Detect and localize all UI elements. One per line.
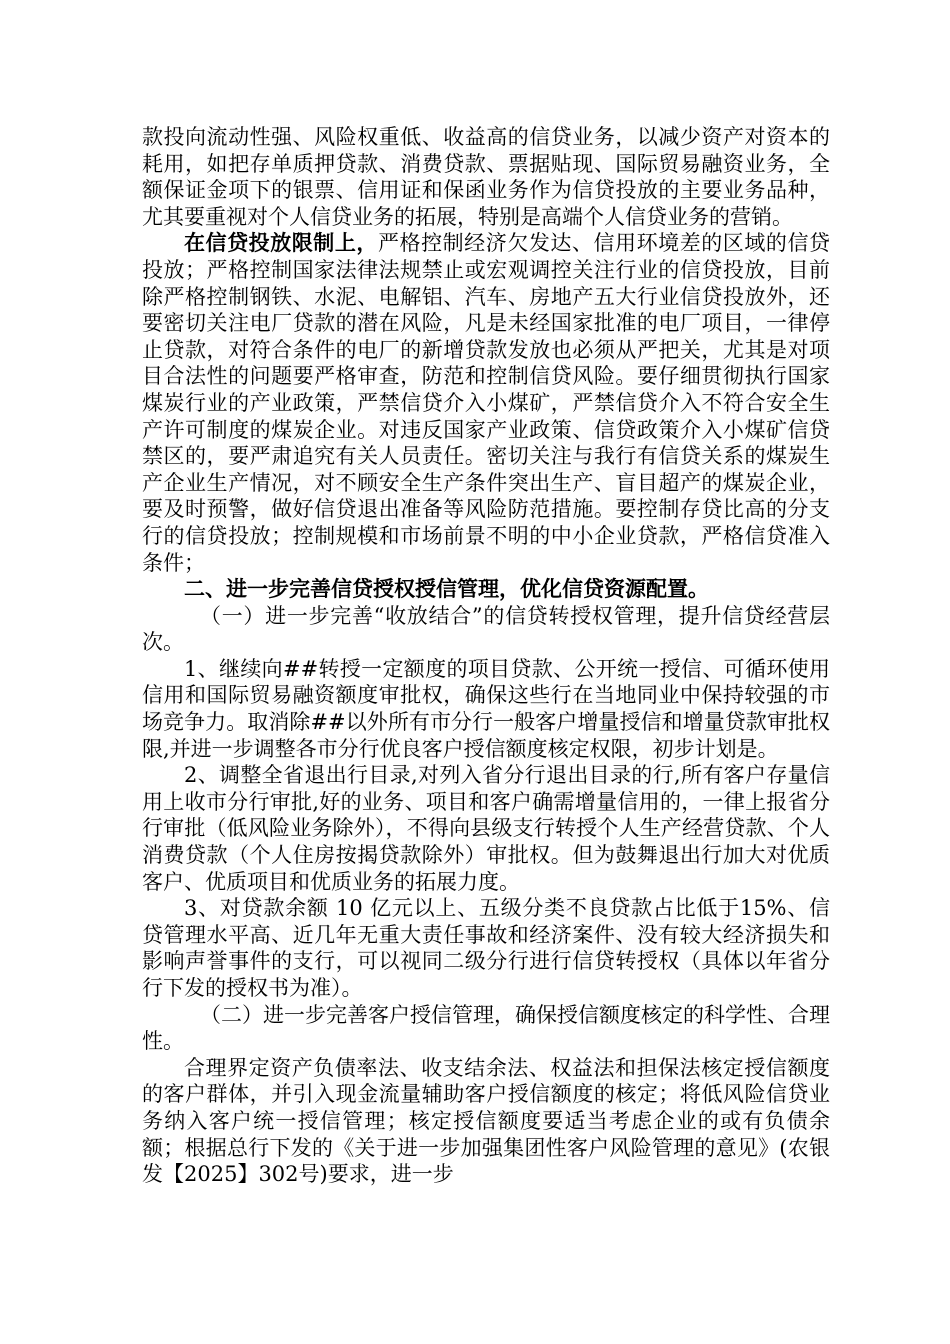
- paragraph-text: 3、对贷款余额 10 亿元以上、五级分类不良贷款占比低于15%、信贷管理水平高、近几年无重大责任事故和经济案件、没有较大经济损失和影响声誉事件的支行，可以视同二级分行进行信贷转授权（具体以年省分行下发的授权书为准）。: [142, 896, 830, 1000]
- paragraph-text: 合理界定资产负债率法、收支结余法、权益法和担保法核定授信额度的客户群体，并引入现金流量辅助客户授信额度的核定；将低风险信贷业务纳入客户统一授信管理；核定授信额度要适当考虑企业的或有负债余额；根据总行下发的《关于进一步加强集团性客户风险管理的意见》(农银发【2025】302号)要求，进一步: [142, 1055, 830, 1187]
- paragraph-lead: 在信贷投放限制上，: [184, 230, 378, 256]
- section-heading: 二、进一步完善信贷授权授信管理，优化信贷资源配置。: [184, 576, 709, 602]
- subsection-heading-1: （一）进一步完善“收放结合”的信贷转授权管理，提升信贷经营层次。: [142, 603, 830, 655]
- paragraph-credit-limit: [142, 1055, 830, 1188]
- paragraph-credit-restriction: [142, 230, 830, 576]
- paragraph-item-2: [142, 762, 830, 895]
- paragraph-text: 1、继续向##转授一定额度的项目贷款、公开统一授信、可循环使用信用和国际贸易融资额度审批权，确保这些行在当地同业中保持较强的市场竞争力。取消除##以外所有市分行一般客户增量授信和增量贷款审批权限,并进一步调整各市分行优良客户授信额度核定权限，初步计划是。: [142, 656, 830, 761]
- paragraph-text: 款投向流动性强、风险权重低、收益高的信贷业务，以减少资产对资本的耗用，如把存单质押贷款、消费贷款、票据贴现、国际贸易融资业务，全额保证金项下的银票、信用证和保函业务作为信贷投放的主要业务品种，尤其要重视对个人信贷业务的拓展，特别是高端个人信贷业务的营销。: [142, 125, 830, 229]
- paragraph-item-1: [142, 656, 830, 762]
- paragraph-text: 严格控制经济欠发达、信用环境差的区域的信贷投放；严格控制国家法律法规禁止或宏观调控关注行业的信贷投放，目前除严格控制钢铁、水泥、电解铝、汽车、房地产五大行业信贷投放外，还要密切关注电厂贷款的潜在风险，凡是未经国家批准的电厂项目，一律停止贷款，对符合条件的电厂的新增贷款发放也必须从严把关，尤其是对项目合法性的问题要严格审查，防范和控制信贷风险。要仔细贯彻执行国家煤炭行业的产业政策，严禁信贷介入小煤矿，严禁信贷介入不符合安全生产许可制度的煤炭企业。对违反国家产业政策、信贷政策介入小煤矿信贷禁区的，要严肃追究有关人员责任。密切关注与我行有信贷关系的煤炭生产企业生产情况，对不顾安全生产条件突出生产、盲目超产的煤炭企业，要及时预警，做好信贷退出准备等风险防范措施。要控制存贷比高的分支行的信贷投放；控制规模和市场前景不明的中小企业贷款，严格信贷准入条件；: [142, 231, 831, 575]
- subsection-heading-2: （二）进一步完善客户授信管理，确保授信额度核定的科学性、合理性。: [142, 1002, 830, 1054]
- document-page: [142, 124, 830, 1188]
- paragraph-continuation: [142, 124, 830, 230]
- paragraph-item-3: [142, 895, 830, 1001]
- paragraph-text: 2、调整全省退出行目录,对列入省分行退出目录的行,所有客户存量信用上收市分行审批,好的业务、项目和客户确需增量信用的，一律上报省分行审批（低风险业务除外），不得向县级支行转授个人生产经营贷款、个人消费贷款（个人住房按揭贷款除外）审批权。但为鼓舞退出行加大对优质客户、优质项目和优质业务的拓展力度。: [142, 763, 830, 894]
